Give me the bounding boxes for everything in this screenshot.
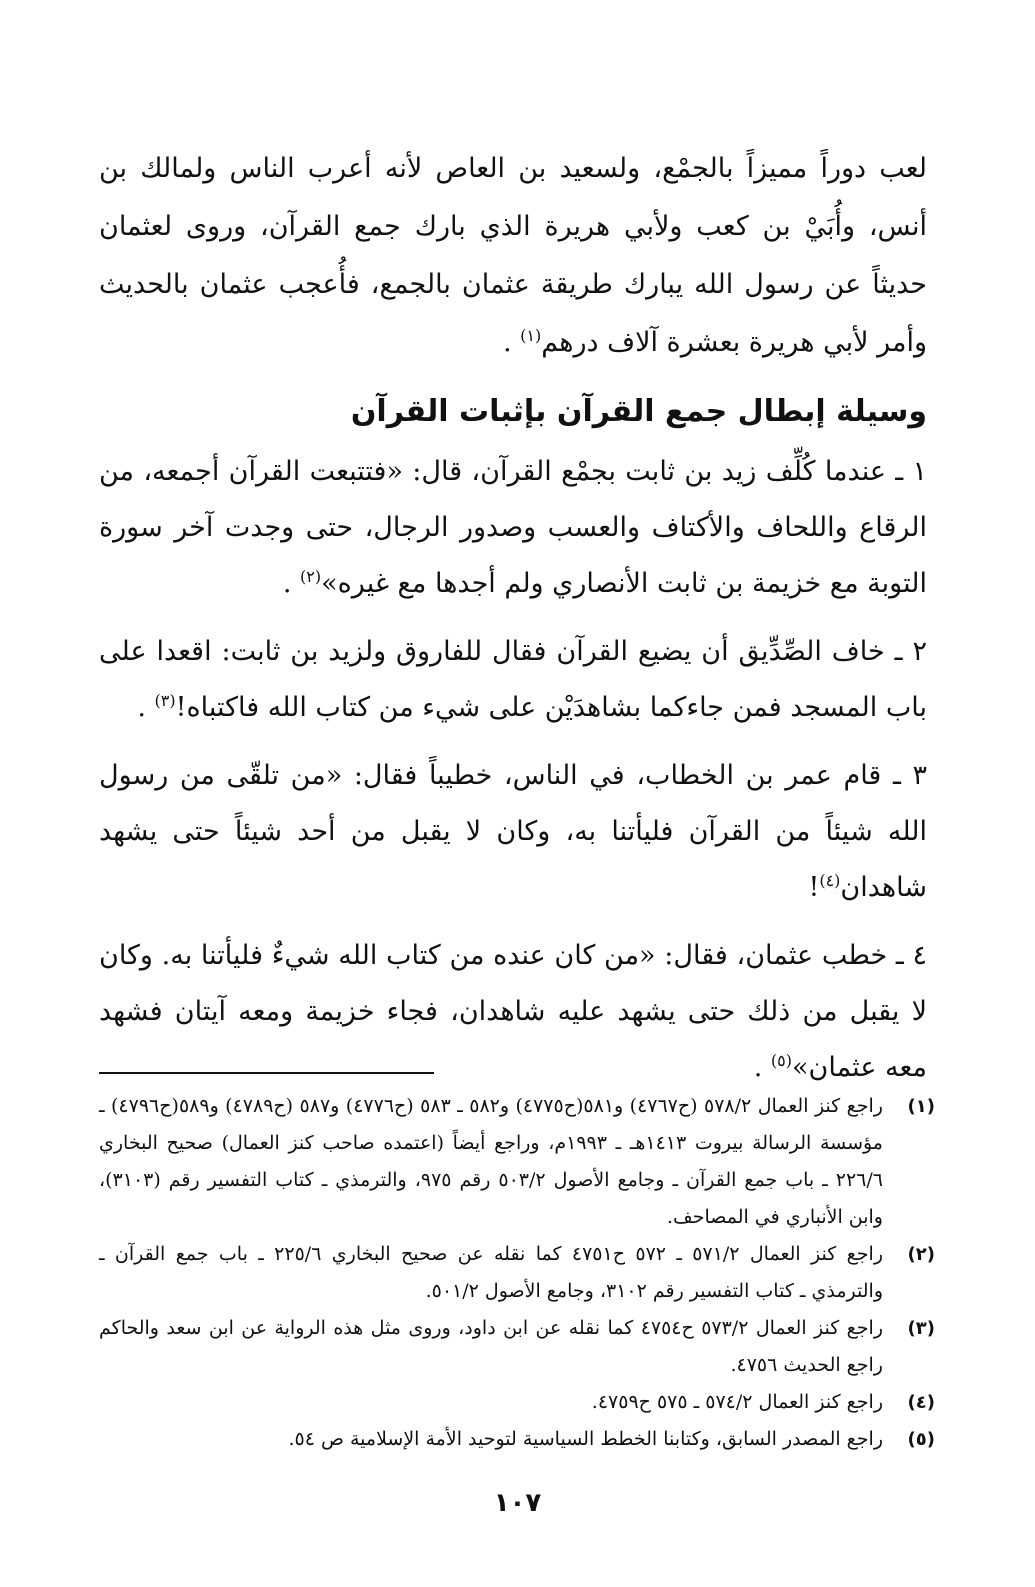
main-text bbox=[99, 140, 927, 1108]
item-text: ٣ ـ قام عمر بن الخطاب، في الناس، خطيباً فقال: «من تلقّى من رسول الله شيئاً من القرآن فليأتنا به، وكان لا يقبل من أحد شيئاً حتى يشهد شاهدان bbox=[99, 760, 927, 903]
item-end: . bbox=[282, 568, 301, 599]
item-end: ! bbox=[808, 872, 820, 903]
footnote-number: (١) bbox=[907, 1096, 935, 1117]
footnote bbox=[99, 1088, 935, 1236]
footnote-text: راجع كنز العمال ٥٧٣/٢ ح٤٧٥٤ كما نقله عن ابن داود، وروى مثل هذه الرواية عن ابن سعد والحاكم راجع الحديث ٤٧٥٦. bbox=[99, 1317, 883, 1376]
footnote-number: (٤) bbox=[907, 1392, 935, 1413]
footnote-ref[interactable]: (٢) bbox=[300, 567, 322, 586]
item-text: ٢ ـ خاف الصِّدِّيق أن يضيع القرآن فقال للفاروق ولزيد بن ثابت: اقعدا على باب المسجد فمن جاءكما بشاهدَيْن على شيء من كتاب الله فاكتباه! bbox=[99, 636, 927, 723]
footnote-number: (٣) bbox=[907, 1318, 935, 1339]
footnote-ref[interactable]: (٣) bbox=[154, 691, 176, 710]
intro-paragraph bbox=[99, 140, 927, 372]
footnote-text: راجع كنز العمال ٥٧١/٢ ـ ٥٧٢ ح٤٧٥١ كما نقله عن صحيح البخاري ٢٢٥/٦ ـ باب جمع القرآن ـ والترمذي ـ كتاب التفسير رقم ٣١٠٢، وجامع الأصول ٥٠١/٢. bbox=[99, 1243, 883, 1302]
item-end: . bbox=[137, 692, 155, 723]
footnote bbox=[99, 1384, 935, 1421]
page-number: ١٠٧ bbox=[493, 1488, 542, 1518]
item-text: ١ ـ عندما كُلِّف زيد بن ثابت بجمْع القرآن، قال: «فتتبعت القرآن أجمعه، من الرقاع واللحاف والأكتاف والعسب وصدور الرجال، حتى وجدت آخر سورة التوبة مع خزيمة بن ثابت الأنصاري ولم أجدها مع غيره» bbox=[99, 456, 927, 599]
intro-text: لعب دوراً مميزاً بالجمْع، ولسعيد بن العاص لأنه أعرب الناس ولمالك بن أنس، وأُبَيْ بن كعب ولأبي هريرة الذي بارك جمع القرآن، وروى لعثمان حديثاً عن رسول الله يبارك طريقة عثمان بالجمع، فأُعجب عثمان بالحديث وأمر لأبي هريرة بعشرة آلاف درهم bbox=[99, 153, 927, 358]
item-text: ٤ ـ خطب عثمان، فقال: «من كان عنده من كتاب الله شيءٌ فليأتنا به. وكان لا يقبل من ذلك حتى يشهد عليه شاهدان، فجاء خزيمة ومعه آيتان فشهد معه عثمان» bbox=[99, 940, 927, 1083]
item-end: . bbox=[753, 1052, 771, 1083]
section-title: وسيلة إبطال جمع القرآن بإثبات القرآن bbox=[350, 394, 927, 429]
list-item bbox=[99, 928, 927, 1096]
footnote-number: (٥) bbox=[907, 1429, 935, 1450]
footnote-text: راجع المصدر السابق، وكتابنا الخطط السياسية لتوحيد الأمة الإسلامية ص ٥٤. bbox=[288, 1428, 883, 1450]
footnote-divider bbox=[99, 1072, 434, 1074]
footnote-ref[interactable]: (٤) bbox=[819, 871, 841, 890]
footnote bbox=[99, 1310, 935, 1384]
footnotes bbox=[99, 1072, 935, 1458]
footnote bbox=[99, 1236, 935, 1310]
list-item bbox=[99, 624, 927, 736]
intro-end: . bbox=[502, 327, 521, 358]
list-item bbox=[99, 444, 927, 612]
footnote-text: راجع كنز العمال ٥٧٨/٢ (ح٤٧٦٧) و٥٨١(ح٤٧٧٥) و٥٨٢ ـ ٥٨٣ (ح٤٧٧٦) و٥٨٧ (ح٤٧٨٩) و٥٨٩(ح٤٧٩٦) ـ مؤسسة الرسالة بيروت ١٤١٣هـ ـ ١٩٩٣م، وراجع أيضاً (اعتمده صاحب كنز العمال) صحيح البخاري ٢٢٦/٦ ـ باب جمع القرآن ـ وجامع الأصول ٥٠٣/٢ رقم ٩٧٥، والترمذي ـ كتاب التفسير رقم (٣١٠٣)، وابن الأنباري في المصاحف. bbox=[99, 1095, 883, 1228]
footnote-ref[interactable]: (٥) bbox=[770, 1051, 792, 1070]
footnote bbox=[99, 1421, 935, 1458]
footnote-text: راجع كنز العمال ٥٧٤/٢ ـ ٥٧٥ ح٤٧٥٩. bbox=[591, 1391, 883, 1413]
list-item bbox=[99, 748, 927, 916]
footnote-number: (٢) bbox=[907, 1244, 935, 1265]
footnote-ref[interactable]: (١) bbox=[520, 326, 542, 345]
